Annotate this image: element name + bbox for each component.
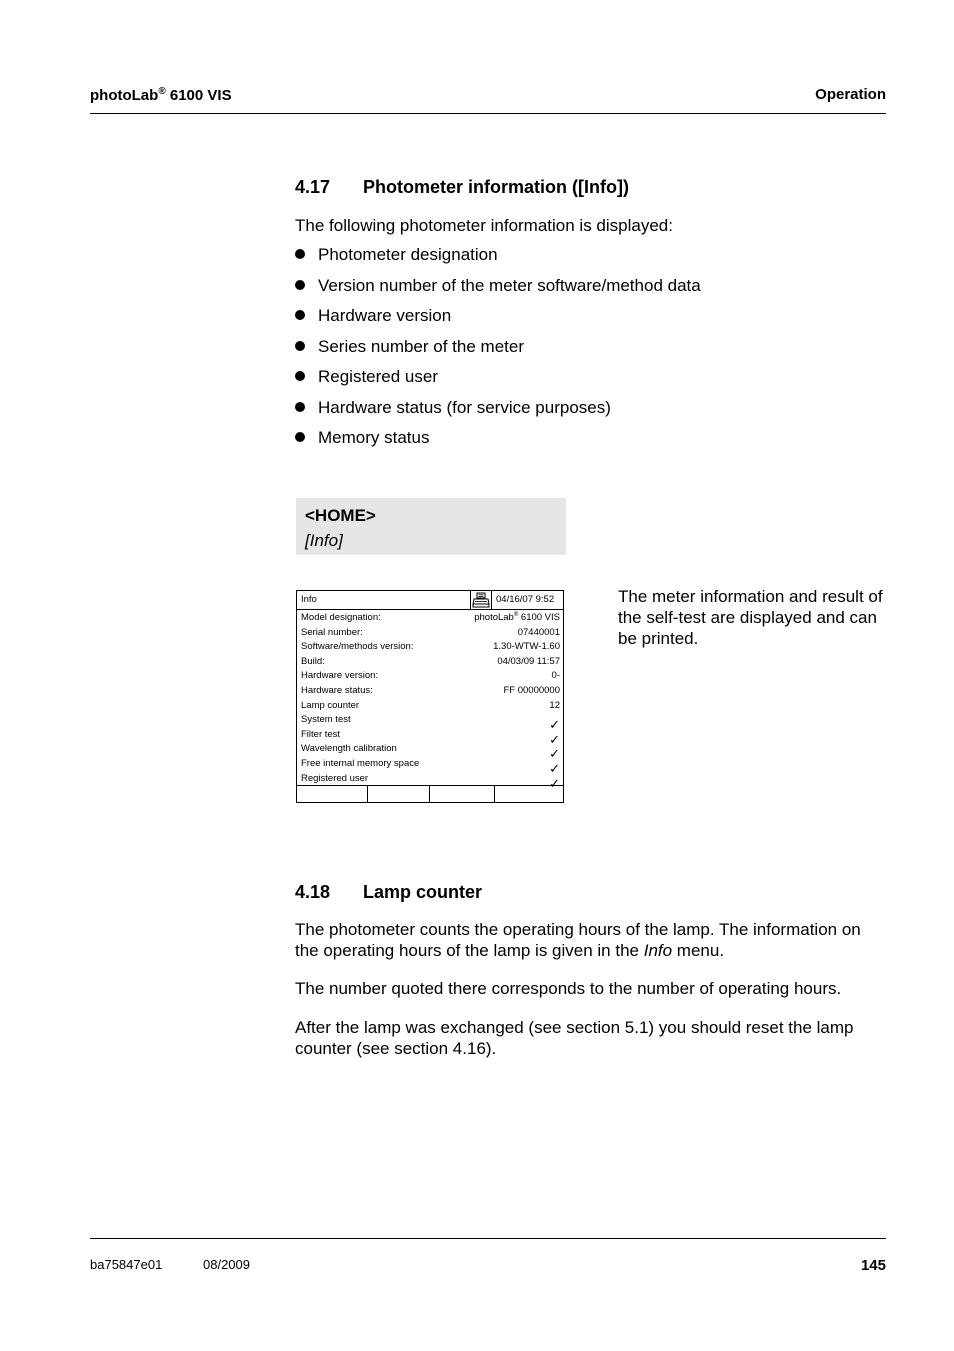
list-item	[295, 275, 701, 306]
screen-title-bar	[297, 591, 563, 610]
check-icon: ✓	[549, 761, 560, 776]
info-row-hardware-version	[301, 670, 560, 685]
row-label: Wavelength calibration	[301, 743, 397, 755]
text-run: menu.	[672, 941, 725, 960]
info-row-system-test	[301, 714, 560, 733]
list-item-text: Registered user	[318, 367, 439, 386]
header-rule	[90, 113, 886, 114]
list-item	[295, 366, 701, 397]
section-title: Photometer information ([Info])	[363, 177, 629, 197]
softkey-2[interactable]	[367, 786, 430, 802]
list-item	[295, 427, 701, 458]
section-heading-4-17	[295, 177, 629, 198]
row-value: 1.30-WTW-1.60	[493, 641, 560, 653]
bullet-icon	[295, 432, 305, 442]
printer-icon-graphic	[471, 591, 491, 609]
info-menu-reference: Info	[643, 941, 673, 960]
info-row-software	[301, 641, 560, 656]
running-header-section: Operation	[815, 86, 886, 103]
row-value: 0-	[551, 670, 560, 682]
row-value: 12	[549, 699, 560, 711]
screen-title: Info	[301, 594, 317, 605]
info-display-screen	[296, 590, 564, 803]
row-label: System test	[301, 714, 351, 726]
lamp-counter-paragraph-2: The number quoted there corresponds to the number of operating hours.	[295, 979, 842, 998]
page-number: 145	[860, 1257, 886, 1274]
info-row-hardware-status	[301, 685, 560, 700]
list-item-text: Hardware version	[318, 306, 452, 325]
row-label: Build:	[301, 655, 325, 667]
bullet-icon	[295, 402, 305, 412]
row-label: Hardware version:	[301, 670, 379, 682]
bullet-icon	[295, 280, 305, 290]
bullet-icon	[295, 249, 305, 259]
list-item	[295, 244, 701, 275]
product-model: 6100 VIS	[169, 87, 232, 104]
row-label: Free internal memory space	[301, 758, 420, 769]
info-row-free-memory	[301, 758, 560, 776]
list-item-text: Hardware status (for service purposes)	[318, 397, 611, 417]
bullet-icon	[295, 341, 305, 351]
footer-doc-id: ba75847e01	[90, 1257, 163, 1272]
section-number: 4.18	[295, 882, 331, 902]
softkey-4[interactable]	[494, 786, 564, 802]
softkey-bar	[297, 785, 563, 802]
row-label: Model designation:	[301, 612, 381, 623]
check-icon: ✓	[549, 717, 560, 733]
product-name: photoLab	[90, 87, 159, 104]
list-item-text: Memory status	[318, 428, 430, 447]
list-item	[295, 305, 701, 336]
bullet-icon	[295, 371, 305, 381]
intro-paragraph: The following photometer information is displayed:	[295, 216, 673, 235]
row-label: Registered user	[301, 772, 369, 784]
bullet-icon	[295, 310, 305, 320]
lamp-counter-paragraph-1	[295, 919, 887, 961]
row-label: Lamp counter	[301, 699, 360, 711]
row-label: Filter test	[301, 728, 341, 740]
screen-datetime: 04/16/07 9:52	[496, 594, 555, 605]
list-item-text: Series number of the meter	[318, 336, 524, 356]
section-heading-4-18	[295, 882, 482, 903]
registered-mark: ®	[158, 86, 166, 97]
info-row-lamp-counter	[301, 700, 560, 715]
running-header-product	[90, 86, 232, 104]
softkey-3[interactable]	[429, 786, 495, 802]
info-row-filter-test	[301, 728, 560, 747]
footer-rule	[90, 1238, 886, 1239]
footer-date: 08/2009	[203, 1257, 250, 1272]
registered-mark: ®	[513, 612, 519, 618]
key-sequence-box	[296, 498, 566, 555]
text-run: The photometer counts the operating hours of the lamp. The information on the operating hours of the lamp is given in the	[295, 920, 861, 960]
row-value	[474, 612, 560, 623]
info-row-serial	[301, 627, 560, 642]
info-menu-label: [Info]	[305, 531, 343, 550]
check-icon: ✓	[549, 746, 560, 762]
lamp-counter-paragraph-3: After the lamp was exchanged (see section 5.1) you should reset the lamp counter (see section 4.16).	[295, 1018, 854, 1058]
section-title: Lamp counter	[363, 882, 483, 902]
info-bullet-list	[295, 244, 701, 458]
softkey-1[interactable]	[297, 786, 368, 802]
row-value: 07440001	[517, 626, 560, 638]
info-row-build	[301, 656, 560, 671]
list-item-text: Photometer designation	[318, 245, 498, 264]
printer-icon[interactable]	[470, 591, 492, 609]
info-row-wavelength-calibration	[301, 743, 560, 762]
screen-description: The meter information and result of the self-test are displayed and can be printed.	[618, 587, 883, 648]
list-item-text: Version number of the meter software/method data	[318, 275, 701, 295]
row-label: Serial number:	[301, 626, 363, 638]
check-icon: ✓	[549, 775, 560, 791]
check-icon: ✓	[549, 731, 560, 747]
row-value: 04/03/09 11:57	[497, 655, 560, 667]
model-suffix: 6100 VIS	[518, 612, 560, 624]
row-label: Software/methods version:	[301, 641, 414, 653]
row-value: FF 00000000	[503, 685, 560, 696]
home-key-label: <HOME>	[305, 506, 376, 525]
list-item	[295, 336, 701, 367]
info-row-model	[301, 612, 560, 627]
section-number: 4.17	[295, 177, 331, 197]
list-item	[295, 397, 701, 428]
model-name: photoLab	[474, 612, 514, 624]
row-label: Hardware status:	[301, 685, 373, 696]
